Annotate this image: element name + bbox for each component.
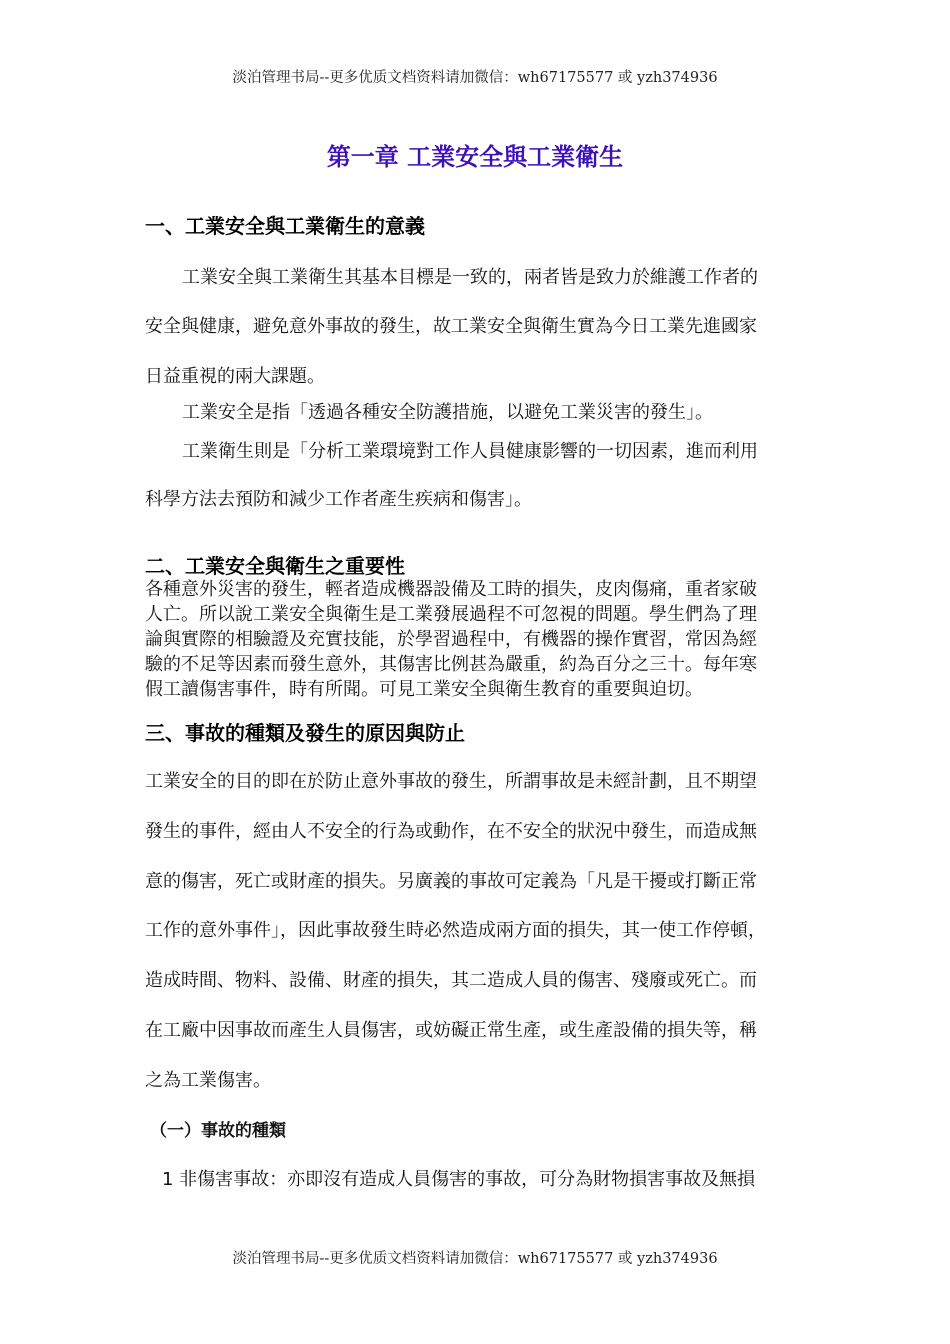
section1-line: 工業安全是指「透過各種安全防護措施，以避免工業災害的發生」。 bbox=[182, 402, 713, 423]
section2-line: 論與實際的相驗證及充實技能，於學習過程中，有機器的操作實習，常因為經 bbox=[145, 629, 757, 650]
page-footer: 淡泊管理书局--更多优质文档资料请加微信：wh67175577 或 yzh374936 bbox=[232, 1251, 718, 1267]
section1-line: 科學方法去預防和減少工作者產生疾病和傷害」。 bbox=[145, 489, 532, 510]
section2-line: 各種意外災害的發生，輕者造成機器設備及工時的損失，皮肉傷痛，重者家破 bbox=[145, 579, 757, 600]
section1-heading: 一、工業安全與工業衛生的意義 bbox=[145, 214, 425, 238]
section1-line: 日益重視的兩大課題。 bbox=[145, 366, 325, 387]
section1-line: 工業安全與工業衛生其基本目標是一致的，兩者皆是致力於維護工作者的 bbox=[182, 267, 758, 288]
section1-line: 安全與健康，避免意外事故的發生，故工業安全與衛生實為今日工業先進國家 bbox=[145, 316, 757, 337]
section3-line: 工業安全的目的即在於防止意外事故的發生，所謂事故是未經計劃，且不期望 bbox=[145, 771, 757, 792]
section3-line: 工作的意外事件」，因此事故發生時必然造成兩方面的損失，其一使工作停頓， bbox=[145, 920, 766, 941]
section3-heading: 三、事故的種類及發生的原因與防止 bbox=[145, 721, 465, 745]
section3-line: 在工廠中因事故而產生人員傷害，或妨礙正常生產，或生產設備的損失等，稱 bbox=[145, 1020, 757, 1041]
section2-line: 驗的不足等因素而發生意外，其傷害比例甚為嚴重，約為百分之三十。每年寒 bbox=[145, 654, 757, 675]
section3-line: 意的傷害，死亡或財產的損失。另廣義的事故可定義為「凡是干擾或打斷正常 bbox=[145, 871, 757, 892]
section2-line: 人亡。所以說工業安全與衛生是工業發展過程不可忽視的問題。學生們為了理 bbox=[145, 604, 757, 625]
section2-line: 假工讀傷害事件，時有所聞。可見工業安全與衛生教育的重要與迫切。 bbox=[145, 679, 703, 700]
section3-line: 之為工業傷害。 bbox=[145, 1070, 271, 1091]
page-header: 淡泊管理书局--更多优质文档资料请加微信：wh67175577 或 yzh374936 bbox=[232, 70, 718, 86]
section3-line: 發生的事件，經由人不安全的行為或動作，在不安全的狀況中發生，而造成無 bbox=[145, 821, 757, 842]
subsection-heading: （一）事故的種類 bbox=[150, 1121, 286, 1141]
list-item: 1 非傷害事故：亦即沒有造成人員傷害的事故，可分為財物損害事故及無損 bbox=[162, 1169, 756, 1190]
chapter-title: 第一章 工業安全與工業衛生 bbox=[326, 143, 624, 171]
section1-line: 工業衛生則是「分析工業環境對工作人員健康影響的一切因素，進而利用 bbox=[182, 441, 758, 462]
section2-heading: 二、工業安全與衛生之重要性 bbox=[145, 554, 405, 578]
section3-line: 造成時間、物料、設備、財產的損失，其二造成人員的傷害、殘廢或死亡。而 bbox=[145, 970, 757, 991]
